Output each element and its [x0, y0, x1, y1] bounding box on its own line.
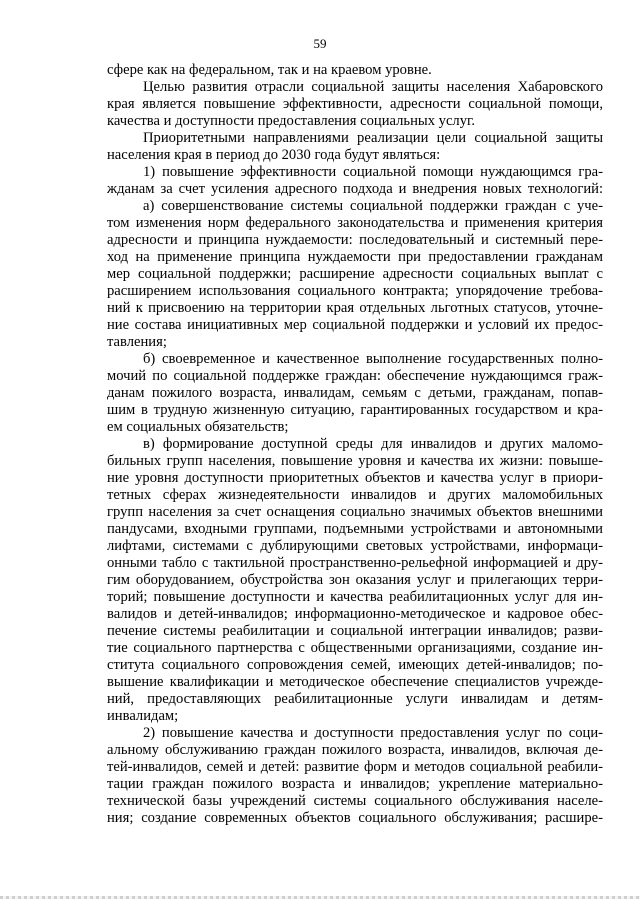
text-line: сфере как на федеральном, так и на краевом уровне.: [107, 62, 432, 78]
text-line: в) формирование доступной среды для инвалидов и других маломо-: [143, 436, 603, 452]
text-line: тавления;: [107, 334, 167, 350]
text-line: данам пожилого возраста, инвалидам, семьям с детьми, гражданам, попав-: [107, 385, 603, 401]
text-line: ний к присвоению на территории края отдельных льготных статусов, уточне-: [107, 300, 603, 316]
text-line: мер социальной поддержки; расширение адресности социальных выплат с: [107, 266, 603, 282]
text-line: ститута социального сопровождения семей, имеющих детей-инвалидов; по-: [107, 657, 603, 673]
text-line: ем социальных обязательств;: [107, 419, 289, 435]
text-line: вышение квалификации и методическое обеспечение специалистов учрежде-: [107, 674, 603, 690]
text-line: бильных групп населения, повышение уровня и качества их жизни: повыше-: [107, 453, 603, 469]
text-line: торий; повышение доступности и качества реабилитационных услуг для ин-: [107, 589, 603, 605]
text-line: инвалидам;: [107, 708, 179, 724]
text-line: гим оборудованием, обустройства зон оказания услуг и прилегающих терри-: [107, 572, 603, 588]
text-line: технической базы учреждений системы социального обслуживания населе-: [107, 793, 603, 809]
text-line: Целью развития отрасли социальной защиты населения Хабаровского: [143, 79, 603, 95]
text-line: мочий по социальной поддержке граждан: обеспечение нуждающимся граж-: [107, 368, 603, 384]
text-line: тетных сферах жизнедеятельности инвалидов и других маломобильных: [107, 487, 603, 503]
text-line: жданам за счет усиления адресного подхода и внедрения новых технологий:: [107, 181, 603, 197]
text-line: а) совершенствование системы социальной поддержки граждан с уче-: [143, 198, 603, 214]
text-line: валидов и детей-инвалидов; информационно-методическое и кадровое обес-: [107, 606, 603, 622]
text-line: тации граждан пожилого возраста и инвалидов; укрепление материально-: [107, 776, 603, 792]
page-number: 59: [313, 36, 327, 51]
text-line: адресности и принципа нуждаемости: последовательный и системный пере-: [107, 232, 603, 248]
text-line: 2) повышение качества и доступности предоставления услуг по соци-: [143, 725, 603, 741]
text-line: лифтами, системами с дублирующими световых устройствами, информаци-: [107, 538, 603, 554]
text-line: тие социального партнерства с общественными организациями, создание ин-: [107, 640, 603, 656]
text-line: тей-инвалидов, семей и детей: развитие форм и методов социальной реабили-: [107, 759, 603, 775]
text-line: ния; создание современных объектов социального обслуживания; расшире-: [107, 810, 603, 826]
text-line: ний, предоставляющих реабилитационные услуги инвалидам и детям-: [107, 691, 603, 707]
text-line: ние уровня доступности приоритетных объектов и качества услуг в приори-: [107, 470, 603, 486]
text-line: качества и доступности предоставления социальных услуг.: [107, 113, 475, 129]
text-line: 1) повышение эффективности социальной помощи нуждающимся гра-: [143, 164, 603, 180]
text-line: ние состава инициативных мер социальной поддержки и условий их предос-: [107, 317, 603, 333]
scan-edge-artifact: [0, 896, 640, 899]
text-line: том изменения норм федерального законодательства и применения критерия: [107, 215, 603, 231]
text-line: б) своевременное и качественное выполнение государственных полно-: [143, 351, 603, 367]
text-line: населения края в период до 2030 года будут являться:: [107, 147, 441, 163]
text-line: групп населения за счет оснащения социально значимых объектов внешними: [107, 504, 603, 520]
text-line: пандусами, входными группами, подъемными устройствами и автономными: [107, 521, 603, 537]
text-line: шим в трудную жизненную ситуацию, гарантированных государством и кра-: [107, 402, 603, 418]
text-line: онными табло с тактильной пространственно-рельефной информацией и дру-: [107, 555, 603, 571]
text-line: ход на применение принципа нуждаемости при предоставлении гражданам: [107, 249, 603, 265]
document-body: [107, 62, 603, 827]
text-line: альному обслуживанию граждан пожилого возраста, инвалидов, включая де-: [107, 742, 603, 758]
text-line: печение системы реабилитации и социальной интеграции инвалидов; разви-: [107, 623, 603, 639]
text-line: края является повышение эффективности, адресности социальной помощи,: [107, 96, 603, 112]
text-line: Приоритетными направлениями реализации цели социальной защиты: [143, 130, 603, 146]
text-line: расширением использования социального контракта; упорядочение требова-: [107, 283, 603, 299]
